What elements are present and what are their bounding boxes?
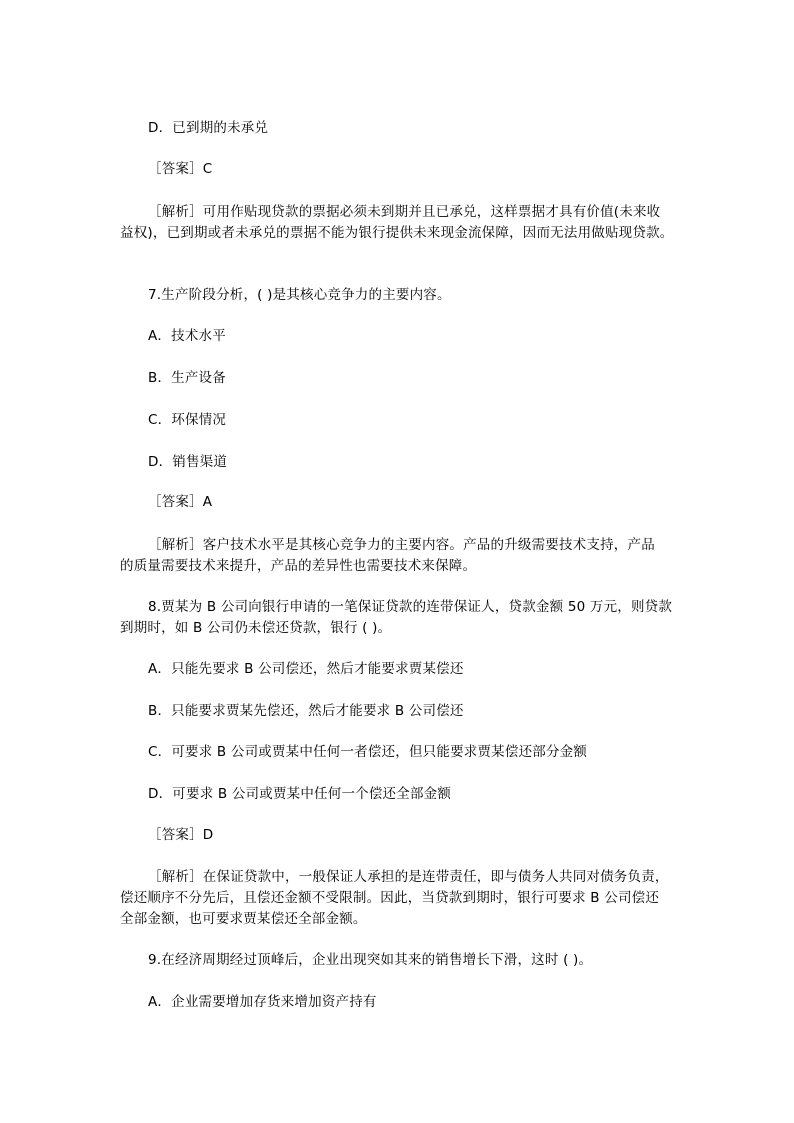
q7-question: 7.生产阶段分析，( )是其核心竞争力的主要内容。 (148, 287, 451, 303)
q6-analysis-line-1: ［解析］可用作贴现贷款的票据必须未到期并且已承兑，这样票据才具有价值(未来收 (148, 204, 661, 220)
q7-option-d: D．销售渠道 (148, 454, 228, 470)
q9-option-a: A．企业需要增加存货来增加资产持有 (148, 994, 377, 1010)
q6-option-d: D．已到期的未承兑 (148, 120, 269, 136)
q7-analysis-line-2: 的质量需要技术来提升，产品的差异性也需要技术来保障。 (120, 558, 477, 574)
q7-option-c: C．环保情况 (148, 412, 227, 428)
q7-option-a: A．技术水平 (148, 328, 226, 344)
q8-question-line-2: 到期时，如 B 公司仍未偿还贷款，银行 ( )。 (120, 620, 392, 636)
q8-question-line-1: 8.贾某为 B 公司向银行申请的一笔保证贷款的连带保证人，贷款金额 50 万元，则贷款 (148, 599, 673, 615)
q8-option-b: B．只能要求贾某先偿还，然后才能要求 B 公司偿还 (148, 703, 464, 719)
q8-analysis-line-3: 全部金额，也可要求贾某偿还全部金额。 (120, 911, 367, 927)
q7-option-b: B．生产设备 (148, 370, 226, 386)
q9-question: 9.在经济周期经过顶峰后，企业出现突如其来的销售增长下滑，这时 ( )。 (148, 952, 593, 968)
q6-answer: ［答案］C (148, 161, 213, 177)
q8-option-c: C．可要求 B 公司或贾某中任何一者偿还，但只能要求贾某偿还部分金额 (148, 744, 588, 760)
q7-analysis-line-1: ［解析］客户技术水平是其核心竞争力的主要内容。产品的升级需要技术支持，产品 (148, 537, 655, 553)
q8-analysis-line-2: 偿还顺序不分先后，且偿还金额不受限制。因此，当贷款到期时，银行可要求 B 公司偿还 (120, 890, 660, 906)
q8-answer: ［答案］D (148, 827, 214, 843)
q8-analysis-line-1: ［解析］在保证贷款中，一般保证人承担的是连带责任，即与债务人共同对债务负责， (148, 869, 669, 885)
q8-option-d: D．可要求 B 公司或贾某中任何一个偿还全部金额 (148, 786, 452, 802)
q6-analysis-line-2: 益权)，已到期或者未承兑的票据不能为银行提供未来现金流保障，因而无法用做贴现贷款。 (120, 225, 674, 241)
q7-answer: ［答案］A (148, 494, 213, 510)
q8-option-a: A．只能先要求 B 公司偿还，然后才能要求贾某偿还 (148, 661, 464, 677)
